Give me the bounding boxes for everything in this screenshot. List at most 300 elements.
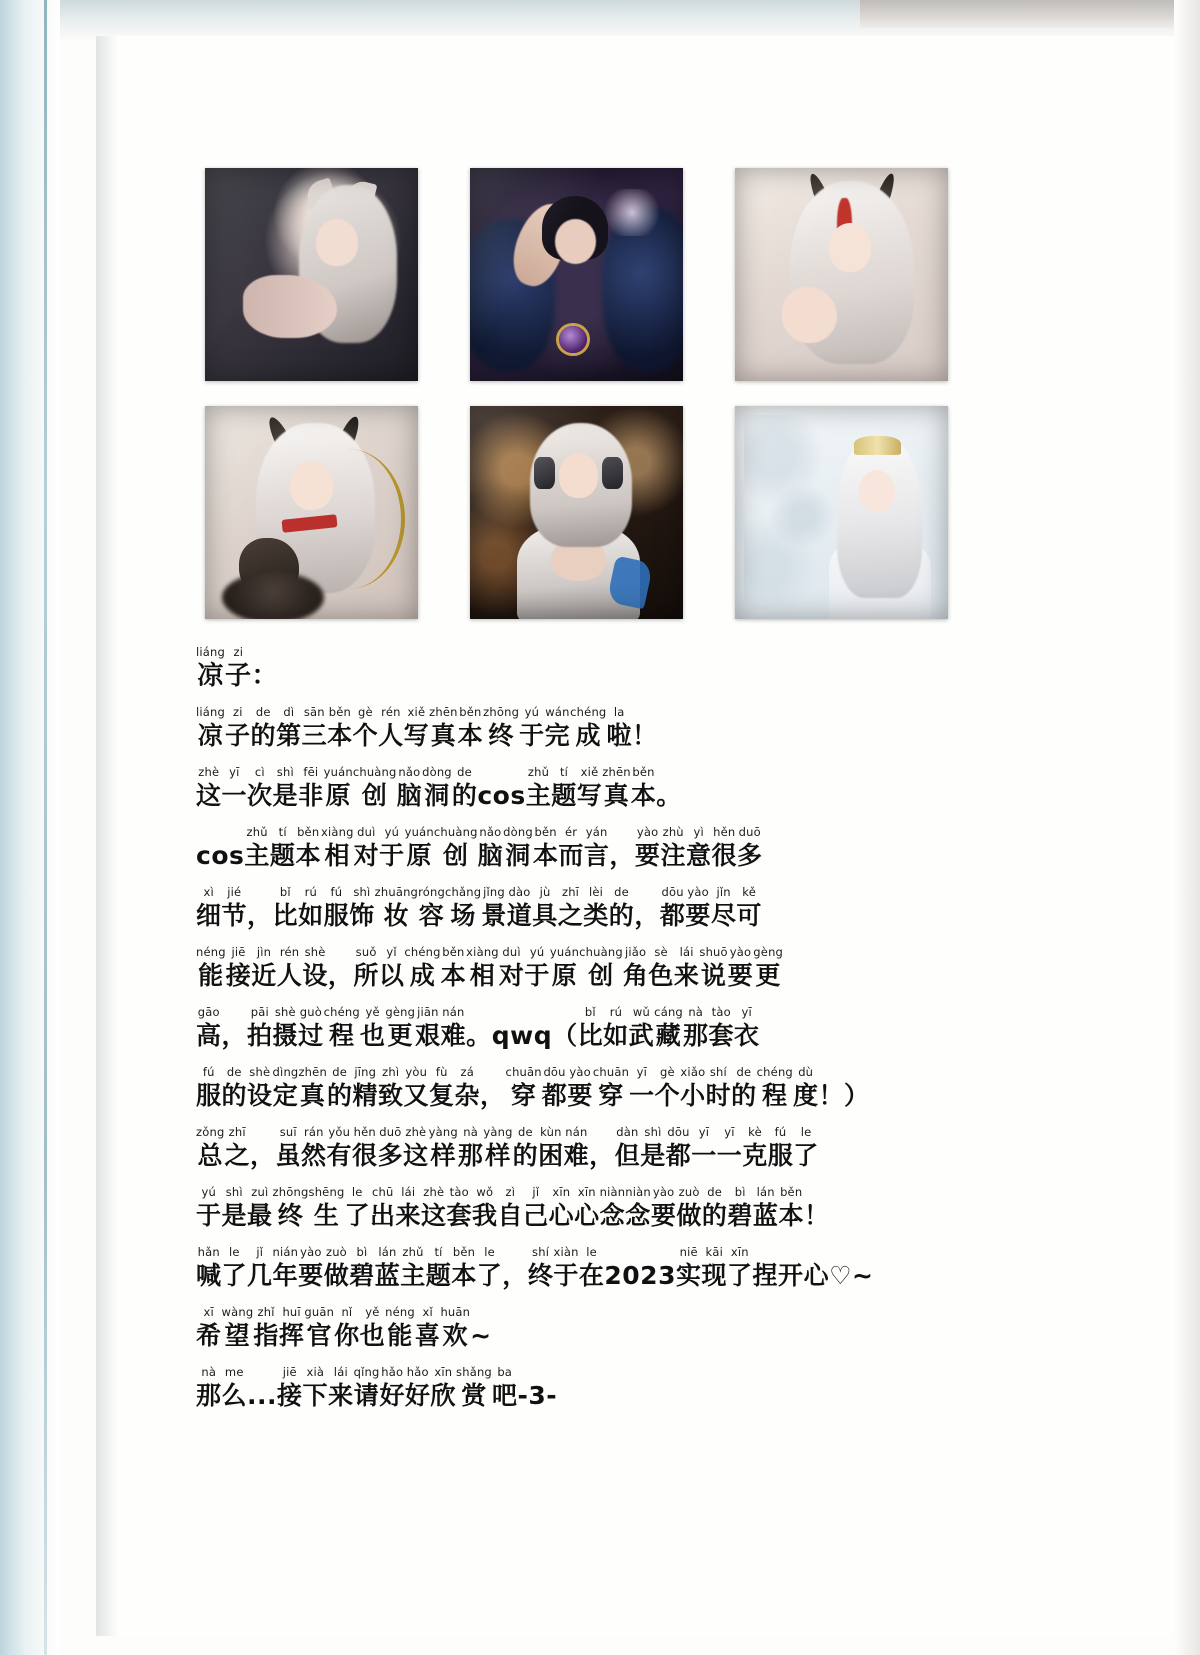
p11-pinyin-1: me — [224, 1365, 244, 1379]
p7-char-0 — [196, 1126, 224, 1172]
p5-hanzi-21: 衣 — [733, 1021, 760, 1050]
p8-pinyin-21: lán — [756, 1185, 775, 1199]
p11-hanzi-9: 好 — [379, 1381, 405, 1410]
p6-char-22 — [793, 1066, 819, 1112]
p7-char-7 — [378, 1126, 404, 1172]
p7-char-20 — [717, 1126, 743, 1172]
p10-hanzi-9: 欢 — [442, 1321, 469, 1350]
paragraph-11 — [196, 1366, 996, 1412]
p0-pinyin-8: xiě — [407, 705, 426, 719]
paragraph-1 — [196, 766, 996, 812]
p7-pinyin-23: le — [800, 1125, 812, 1139]
scan-right-edge — [1174, 0, 1200, 1655]
p10-hanzi-0: 希 — [196, 1321, 222, 1350]
p10-hanzi-7: 能 — [387, 1321, 413, 1350]
p5-hanzi-7: 更 — [387, 1021, 414, 1050]
p0-char-14 — [570, 706, 606, 752]
speaker-char-0 — [196, 646, 225, 692]
p11-hanzi-8: 请 — [353, 1381, 380, 1410]
p6-char-3 — [273, 1066, 299, 1112]
photo-5-headset-left — [534, 457, 555, 489]
p1-pinyin-9: de — [457, 765, 472, 779]
p2-char-0 — [196, 826, 211, 872]
p1-char-12 — [510, 766, 525, 812]
p11-pinyin-10: hǎo — [406, 1365, 429, 1379]
p3-char-13 — [558, 886, 584, 932]
p1-hanzi-1: 一 — [221, 781, 248, 810]
p4-hanzi-16: 色 — [648, 961, 674, 990]
p9-char-22 — [727, 1246, 753, 1292]
p8-hanzi-10: 我 — [472, 1201, 498, 1230]
p0-pinyin-3: dì — [283, 705, 295, 719]
p0-char-8 — [404, 706, 430, 752]
p6-pinyin-7: zhì — [382, 1065, 400, 1079]
p9-pinyin-21: kāi — [705, 1245, 724, 1259]
p4-hanzi-17: 来 — [673, 961, 700, 990]
p11-char-1 — [222, 1366, 248, 1412]
p6-hanzi-9: 复 — [429, 1081, 455, 1110]
p3-char-6 — [349, 886, 375, 932]
p4-char-18 — [699, 946, 727, 992]
p2-hanzi-5: 本 — [295, 841, 321, 870]
p1-char-0 — [196, 766, 222, 812]
p10-char-6 — [360, 1306, 386, 1352]
p5-char-9 — [441, 1006, 467, 1052]
p2-hanzi-0: c — [196, 841, 212, 870]
p5-char-20 — [708, 1006, 734, 1052]
p8-pinyin-15: niàn — [599, 1185, 626, 1199]
p11-char-13 — [492, 1366, 518, 1412]
p9-hanzi-12: ， — [502, 1261, 528, 1290]
p5-pinyin-18: cáng — [654, 1005, 683, 1019]
p5-hanzi-11: q — [491, 1021, 511, 1050]
p6-hanzi-14: 要 — [567, 1081, 593, 1110]
p9-pinyin-13: shí — [532, 1245, 550, 1259]
p3-char-14 — [583, 886, 609, 932]
p5-char-0 — [196, 1006, 222, 1052]
p2-char-7 — [354, 826, 380, 872]
p7-char-13 — [538, 1126, 564, 1172]
p9-hanzi-5: 做 — [323, 1261, 350, 1290]
p6-char-14 — [567, 1066, 593, 1112]
p1-hanzi-9: 的 — [451, 781, 478, 810]
p4-pinyin-6: suǒ — [355, 945, 377, 959]
paragraph-5 — [196, 1006, 996, 1052]
p4-char-3 — [277, 946, 303, 992]
p3-pinyin-12: jù — [539, 885, 551, 899]
p6-hanzi-16: 一 — [629, 1081, 655, 1110]
p3-hanzi-18: 要 — [685, 901, 711, 930]
p9-hanzi-23: 捏 — [752, 1261, 779, 1290]
p6-char-4 — [298, 1066, 327, 1112]
photo-row-1 — [205, 168, 950, 381]
p3-pinyin-3: bǐ — [279, 885, 291, 899]
p2-pinyin-9: yuán — [404, 825, 434, 839]
p5-char-8 — [415, 1006, 441, 1052]
p6-char-0 — [196, 1066, 222, 1112]
p4-char-16 — [648, 946, 674, 992]
p3-char-5 — [324, 886, 350, 932]
p9-pinyin-5: zuò — [325, 1245, 347, 1259]
p4-char-17 — [674, 946, 700, 992]
p9-char-27 — [852, 1246, 873, 1292]
p3-hanzi-5: 服 — [323, 901, 350, 930]
p0-hanzi-15: 啦 — [606, 721, 632, 750]
p6-pinyin-10: zá — [460, 1065, 475, 1079]
p11-char-4 — [267, 1366, 277, 1412]
p10-hanzi-10: ~ — [470, 1321, 492, 1350]
p4-char-4 — [302, 946, 328, 992]
p5-pinyin-4: guò — [299, 1005, 322, 1019]
p5-hanzi-4: 过 — [298, 1021, 324, 1050]
p3-hanzi-19: 尽 — [710, 901, 737, 930]
paragraph-6 — [196, 1066, 996, 1112]
p0-hanzi-16: ！ — [631, 721, 658, 750]
p10-char-3 — [279, 1306, 305, 1352]
p7-hanzi-19: 一 — [691, 1141, 717, 1170]
p9-pinyin-15: le — [586, 1245, 597, 1259]
p8-char-2 — [247, 1186, 273, 1232]
p7-char-4 — [301, 1126, 327, 1172]
speaker-char-1 — [225, 646, 252, 692]
p5-hanzi-19: 那 — [682, 1021, 709, 1050]
p4-hanzi-8: 成 — [409, 961, 436, 990]
p2-pinyin-5: běn — [297, 825, 320, 839]
p2-hanzi-10: 创 — [442, 841, 469, 870]
p6-hanzi-22: 度 — [792, 1081, 819, 1110]
p9-char-2 — [247, 1246, 273, 1292]
p0-char-0 — [196, 706, 225, 752]
p2-hanzi-9: 原 — [406, 841, 432, 870]
p7-pinyin-21: kè — [748, 1125, 762, 1139]
photo-4-fur — [222, 572, 324, 619]
p6-hanzi-20: 的 — [731, 1081, 757, 1110]
p1-hanzi-10: c — [477, 781, 493, 810]
paragraph-8-row — [196, 1186, 996, 1232]
p5-pinyin-5: chéng — [323, 1005, 360, 1019]
p5-pinyin-19: nà — [688, 1005, 704, 1019]
p0-char-15 — [606, 706, 632, 752]
p5-char-2 — [247, 1006, 273, 1052]
p1-char-15 — [577, 766, 603, 812]
p3-pinyin-6: shì — [353, 885, 371, 899]
p9-char-23 — [753, 1246, 779, 1292]
p2-char-1 — [211, 826, 229, 872]
p2-pinyin-15: yán — [585, 825, 608, 839]
p9-hanzi-10: 本 — [451, 1261, 477, 1290]
p11-pinyin-8: qǐng — [353, 1365, 380, 1379]
paragraph-10 — [196, 1306, 996, 1352]
speaker-pinyin-0: liáng — [196, 645, 226, 659]
p6-hanzi-24: ） — [843, 1081, 870, 1110]
p6-pinyin-15: chuān — [592, 1065, 630, 1079]
afterword-text — [196, 646, 996, 1426]
p1-pinyin-17: běn — [632, 765, 655, 779]
p1-hanzi-5: 原 — [325, 781, 351, 810]
p6-hanzi-0: 服 — [196, 1081, 222, 1110]
p0-pinyin-4: sān — [303, 705, 325, 719]
p11-hanzi-4: . — [267, 1381, 278, 1410]
p1-hanzi-15: 写 — [576, 781, 603, 810]
p5-char-12 — [510, 1006, 534, 1052]
p6-pinyin-19: shí — [709, 1065, 727, 1079]
p6-pinyin-6: jīng — [354, 1065, 377, 1079]
p3-char-1 — [222, 886, 248, 932]
p8-pinyin-18: zuò — [678, 1185, 700, 1199]
p3-char-7 — [375, 886, 418, 932]
p11-pinyin-0: nà — [201, 1365, 217, 1379]
p7-pinyin-6: hěn — [353, 1125, 376, 1139]
p3-pinyin-5: fú — [330, 885, 343, 899]
photo-4 — [205, 406, 418, 619]
paragraph-2 — [196, 826, 996, 872]
p0-hanzi-4: 三 — [301, 721, 328, 750]
p0-pinyin-15: la — [613, 705, 625, 719]
p7-pinyin-3: suī — [279, 1125, 297, 1139]
p0-pinyin-12: yú — [524, 705, 540, 719]
p3-char-8 — [418, 886, 445, 932]
p0-pinyin-5: běn — [328, 705, 351, 719]
p8-char-21 — [753, 1186, 779, 1232]
photo-6 — [735, 406, 948, 619]
p10-pinyin-3: huī — [282, 1305, 301, 1319]
p3-char-0 — [196, 886, 222, 932]
p9-char-13 — [528, 1246, 554, 1292]
p4-char-7 — [379, 946, 405, 992]
p3-pinyin-15: de — [614, 885, 629, 899]
p7-char-9 — [429, 1126, 458, 1172]
p8-hanzi-13: 心 — [548, 1201, 575, 1230]
p6-char-9 — [429, 1066, 455, 1112]
p9-char-19 — [658, 1246, 676, 1292]
p1-hanzi-6: 创 — [361, 781, 388, 810]
p3-pinyin-10: jǐng — [483, 885, 505, 899]
p2-pinyin-8: yú — [384, 825, 400, 839]
p5-hanzi-2: 拍 — [247, 1021, 273, 1050]
p4-hanzi-3: 人 — [276, 961, 303, 990]
p10-hanzi-8: 喜 — [414, 1321, 441, 1350]
p4-char-19 — [728, 946, 754, 992]
p0-char-11 — [483, 706, 519, 752]
p4-hanzi-9: 本 — [440, 961, 467, 990]
p3-pinyin-0: xì — [203, 885, 214, 899]
p6-char-2 — [247, 1066, 273, 1112]
p9-char-24 — [778, 1246, 804, 1292]
p2-char-16 — [609, 826, 635, 872]
p3-pinyin-20: kě — [742, 885, 756, 899]
p11-pinyin-11: xīn — [434, 1365, 453, 1379]
p5-hanzi-16: 如 — [603, 1021, 629, 1050]
p4-hanzi-0: 能 — [198, 961, 224, 990]
p10-hanzi-4: 官 — [306, 1321, 333, 1350]
p6-char-18 — [680, 1066, 706, 1112]
p2-hanzi-7: 对 — [353, 841, 380, 870]
p5-hanzi-12: w — [510, 1021, 534, 1050]
p9-pinyin-20: niē — [679, 1245, 698, 1259]
p11-hanzi-13: 吧 — [491, 1381, 518, 1410]
p11-hanzi-2: . — [247, 1381, 258, 1410]
p6-hanzi-10: 杂 — [454, 1081, 481, 1110]
p9-hanzi-0: 喊 — [196, 1261, 222, 1290]
p7-hanzi-13: 困 — [538, 1141, 564, 1170]
p9-hanzi-20: 实 — [675, 1261, 702, 1290]
p4-pinyin-11: duì — [502, 945, 521, 959]
p9-char-6 — [349, 1246, 375, 1292]
p5-hanzi-3: 摄 — [272, 1021, 299, 1050]
p0-pinyin-9: zhēn — [429, 705, 458, 719]
p7-pinyin-8: zhè — [405, 1125, 427, 1139]
p11-char-0 — [196, 1366, 222, 1412]
p7-pinyin-7: duō — [379, 1125, 402, 1139]
p9-hanzi-18: 2 — [640, 1261, 659, 1290]
p9-char-26 — [829, 1246, 852, 1292]
p6-hanzi-15: 穿 — [598, 1081, 624, 1110]
p3-hanzi-9: 场 — [450, 901, 476, 930]
p4-pinyin-14: chuàng — [579, 945, 623, 959]
photo-grid — [205, 168, 950, 644]
p10-pinyin-1: wàng — [221, 1305, 254, 1319]
p1-pinyin-3: shì — [276, 765, 294, 779]
p7-hanzi-7: 多 — [377, 1141, 404, 1170]
p2-char-12 — [503, 826, 533, 872]
p5-pinyin-17: wǔ — [632, 1005, 650, 1019]
p1-hanzi-14: 题 — [551, 781, 577, 810]
p2-hanzi-18: 注 — [660, 841, 686, 870]
p6-hanzi-19: 时 — [705, 1081, 732, 1110]
p9-char-17 — [622, 1246, 640, 1292]
p4-pinyin-16: sè — [654, 945, 668, 959]
p8-hanzi-18: 做 — [676, 1201, 702, 1230]
p6-pinyin-14: yào — [569, 1065, 591, 1079]
p6-char-20 — [731, 1066, 757, 1112]
p8-char-3 — [273, 1186, 309, 1232]
p11-hanzi-7: 来 — [328, 1381, 354, 1410]
p3-char-11 — [507, 886, 533, 932]
p6-hanzi-3: 定 — [272, 1081, 299, 1110]
p10-char-1 — [222, 1306, 254, 1352]
p0-hanzi-8: 写 — [403, 721, 430, 750]
p7-pinyin-19: yī — [698, 1125, 710, 1139]
p6-pinyin-20: de — [736, 1065, 752, 1079]
p8-hanzi-5: 了 — [344, 1201, 370, 1230]
p5-char-14 — [552, 1006, 578, 1052]
paragraph-6-row — [196, 1066, 996, 1112]
p1-char-18 — [656, 766, 682, 812]
paragraph-0 — [196, 706, 996, 752]
p7-hanzi-3: 虽 — [275, 1141, 302, 1170]
p4-hanzi-10: 相 — [469, 961, 496, 990]
p4-pinyin-1: jiē — [231, 945, 246, 959]
p10-pinyin-5: nǐ — [341, 1305, 353, 1319]
p9-pinyin-1: le — [228, 1245, 240, 1259]
p11-char-2 — [247, 1366, 257, 1412]
p6-pinyin-13: dōu — [543, 1065, 566, 1079]
p3-char-12 — [532, 886, 558, 932]
p6-char-10 — [455, 1066, 481, 1112]
p1-hanzi-8: 洞 — [424, 781, 450, 810]
p3-hanzi-16: ， — [634, 901, 660, 930]
p6-char-1 — [222, 1066, 248, 1112]
p2-char-6 — [321, 826, 354, 872]
p7-hanzi-0: 总 — [197, 1141, 223, 1170]
photo-6-face — [859, 470, 895, 513]
p8-char-0 — [196, 1186, 222, 1232]
p7-hanzi-18: 都 — [665, 1141, 692, 1170]
p11-char-11 — [431, 1366, 457, 1412]
p11-char-16 — [546, 1366, 557, 1412]
p2-char-20 — [711, 826, 737, 872]
p6-pinyin-3: dìng — [272, 1065, 299, 1079]
p9-pinyin-6: bì — [356, 1245, 368, 1259]
p1-char-16 — [602, 766, 631, 812]
p11-hanzi-14: - — [517, 1381, 529, 1410]
p8-hanzi-19: 的 — [701, 1201, 728, 1230]
paragraph-2-row — [196, 826, 996, 872]
p5-hanzi-5: 程 — [328, 1021, 355, 1050]
p9-char-3 — [273, 1246, 299, 1292]
p4-hanzi-12: 于 — [524, 961, 550, 990]
p7-pinyin-4: rán — [303, 1125, 324, 1139]
p9-char-11 — [477, 1246, 503, 1292]
p2-hanzi-4: 题 — [269, 841, 296, 870]
p6-hanzi-4: 真 — [299, 1081, 326, 1110]
p4-char-6 — [353, 946, 379, 992]
p6-pinyin-18: xiǎo — [680, 1065, 706, 1079]
p2-pinyin-10: chuàng — [433, 825, 478, 839]
p11-char-5 — [277, 1366, 303, 1412]
p11-char-15 — [528, 1366, 546, 1412]
p2-pinyin-17: yào — [636, 825, 659, 839]
p7-hanzi-10: 那 — [457, 1141, 484, 1170]
p2-hanzi-15: 言 — [583, 841, 610, 870]
p0-char-1 — [225, 706, 251, 752]
p6-hanzi-2: 设 — [247, 1081, 273, 1110]
p8-pinyin-11: zì — [505, 1185, 516, 1199]
p11-hanzi-6: 下 — [302, 1381, 329, 1410]
p5-char-16 — [603, 1006, 629, 1052]
p7-char-14 — [564, 1126, 590, 1172]
p8-hanzi-15: 念 — [599, 1201, 626, 1230]
p8-char-13 — [549, 1186, 575, 1232]
p3-char-9 — [445, 886, 481, 932]
p0-hanzi-6: 个 — [352, 721, 379, 750]
p7-char-22 — [768, 1126, 794, 1172]
p0-char-13 — [545, 706, 571, 752]
p1-hanzi-0: 这 — [196, 781, 222, 810]
p3-pinyin-8: róng — [418, 885, 445, 899]
p5-char-15 — [578, 1006, 604, 1052]
p9-hanzi-13: 终 — [527, 1261, 554, 1290]
p10-char-10 — [470, 1306, 491, 1352]
p1-pinyin-4: fēi — [303, 765, 319, 779]
p1-pinyin-6: chuàng — [352, 765, 397, 779]
p3-hanzi-13: 之 — [557, 901, 584, 930]
p0-hanzi-13: 完 — [544, 721, 571, 750]
p11-hanzi-3: . — [257, 1381, 268, 1410]
p3-char-19 — [711, 886, 737, 932]
p8-pinyin-14: xīn — [577, 1185, 596, 1199]
p2-hanzi-16: ， — [609, 841, 635, 870]
paragraph-4 — [196, 946, 996, 992]
p1-pinyin-13: zhǔ — [527, 765, 550, 779]
p6-char-24 — [844, 1066, 870, 1112]
p7-pinyin-12: de — [517, 1125, 533, 1139]
p6-char-7 — [378, 1066, 404, 1112]
p2-pinyin-12: dòng — [503, 825, 533, 839]
p2-pinyin-13: běn — [534, 825, 557, 839]
p6-pinyin-8: yòu — [405, 1065, 428, 1079]
p8-pinyin-19: de — [707, 1185, 723, 1199]
